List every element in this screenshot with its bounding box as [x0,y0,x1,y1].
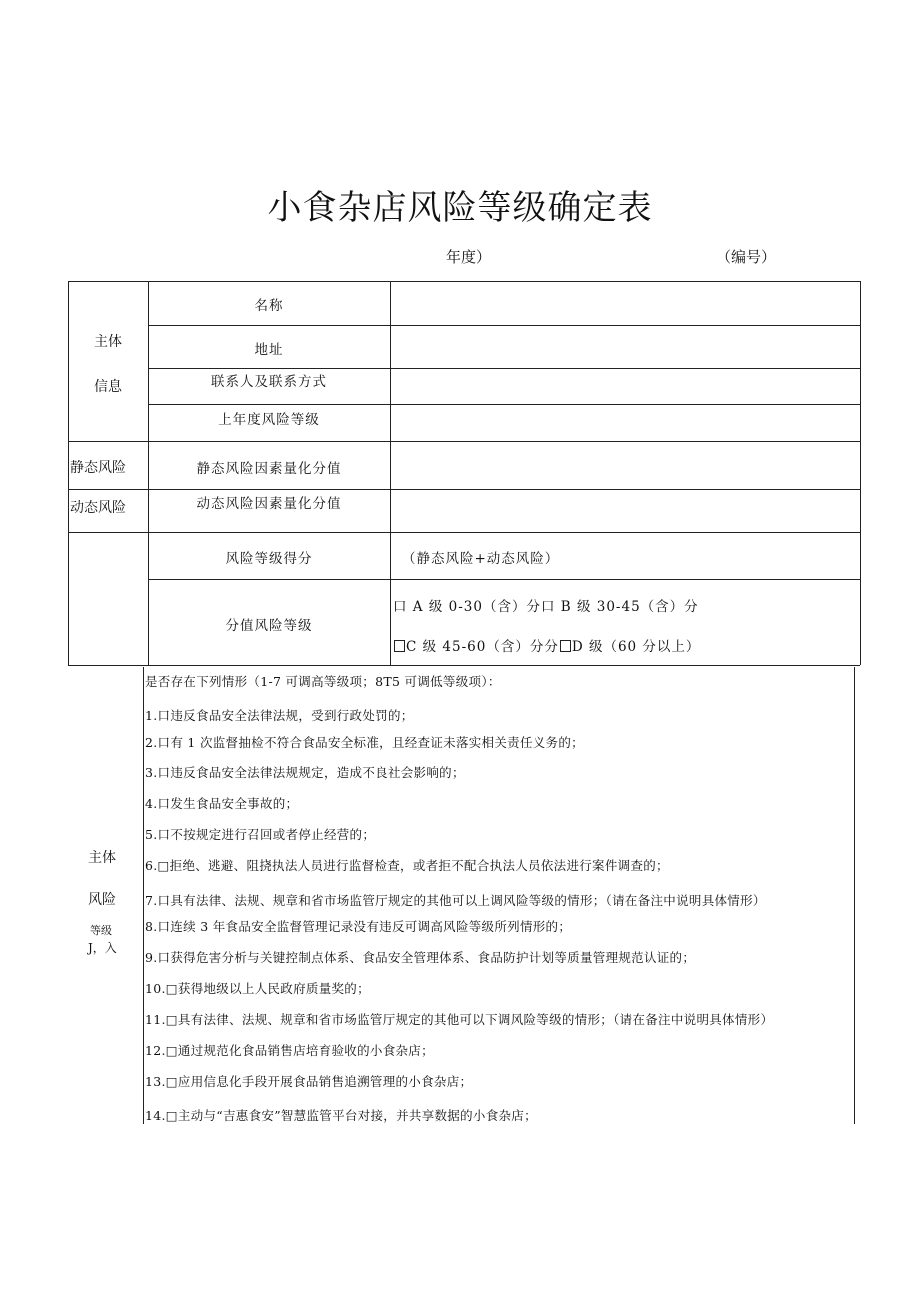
row-divider [148,368,860,369]
item-checkbox[interactable]: □ [165,1043,178,1058]
adjust-left-line [143,667,144,1124]
item-number: 12. [145,1043,166,1058]
item-number: 7. [145,893,158,908]
adjust-item-7[interactable] [145,891,766,909]
item-text: 获得地级以上人民政府质量奖的； [177,981,370,996]
item-text: 获得危害分析与关键控制点体系、食品安全管理体系、食品防护计划等质量管理规范认证的； [170,950,696,965]
table-border-left [68,281,69,665]
adjust-item-11[interactable] [145,1010,773,1028]
item-text: 不按规定进行召回或者停止经营的； [170,827,376,842]
item-text: 违反食品安全法律法规规定，造成不良社会影响的； [170,765,465,780]
adjust-item-13[interactable] [145,1072,472,1090]
item-checkbox[interactable]: □ [165,1108,178,1123]
last-year-level-label: 上年度风险等级 [218,412,320,428]
adjust-right-line [854,667,855,1124]
item-number: 1. [145,708,158,723]
name-label: 名称 [254,298,284,314]
item-checkbox[interactable]: 口 [157,765,171,780]
dynamic-risk-group-label: 动态风险 [70,500,126,516]
item-number: 5. [145,827,158,842]
number-label: （编号） [716,248,777,266]
row-divider [68,532,860,533]
level-option-d: D 级（60 分以上） [571,639,701,655]
item-checkbox[interactable]: 口 [157,950,171,965]
item-text: 主动与“吉惠食安”智慧监管平台对接，并共享数据的小食杂店； [177,1108,537,1123]
item-number: 2. [145,735,158,750]
row-divider [148,579,860,580]
contact-label: 联系人及联系方式 [211,374,327,390]
subject-info-label-2: 信息 [94,379,122,395]
item-number: 10. [145,981,166,996]
adjust-item-14[interactable] [145,1106,537,1124]
level-option-c: C 级 45-60（含）分 [406,639,545,655]
item-checkbox[interactable]: □ [165,1012,178,1027]
item-number: 13. [145,1074,166,1089]
adjust-side-label-4: J，入 [88,941,117,955]
checkbox-d[interactable] [560,640,571,652]
item-checkbox[interactable]: 口 [157,919,171,934]
subject-info-label-1: 主体 [94,334,122,350]
item-text: 拒绝、逃避、阻挠执法人员进行监督检查，或者拒不配合执法人员依法进行案件调查的； [169,858,669,873]
row-divider [148,325,860,326]
checkbox-c[interactable] [394,640,405,652]
static-risk-group-label: 静态风险 [70,460,126,476]
column-divider [390,281,391,665]
adjust-item-3[interactable] [145,763,465,781]
page-title: 小食杂店风险等级确定表 [267,188,653,228]
table-border-top [68,281,860,282]
item-checkbox[interactable]: 口 [157,735,171,750]
year-label: 年度） [446,248,492,266]
item-checkbox[interactable]: □ [165,1074,178,1089]
item-number: 14. [145,1108,166,1123]
dynamic-risk-label: 动态风险因素量化分值 [196,496,342,512]
item-number: 8. [145,919,158,934]
adjust-side-label-3: 等级 [90,924,112,937]
adjust-item-6[interactable] [145,856,669,874]
adjust-item-4[interactable] [145,794,298,812]
adjust-item-5[interactable] [145,825,375,843]
adjust-item-1[interactable] [145,706,414,724]
item-text: 违反食品安全法律法规，受到行政处罚的； [170,708,414,723]
item-number: 11. [145,1012,166,1027]
static-risk-label: 静态风险因素量化分值 [196,461,342,477]
adjust-side-label-2: 风险 [88,892,116,908]
item-number: 4. [145,796,158,811]
item-text: 连续 3 年食品安全监督管理记录没有违反可调高风险等级所列情形的； [170,919,572,934]
adjust-item-9[interactable] [145,948,695,966]
adjust-item-2[interactable] [145,733,584,751]
item-number: 6. [145,858,158,873]
item-checkbox[interactable]: □ [165,981,178,996]
adjust-item-12[interactable] [145,1041,434,1059]
item-text: 应用信息化手段开展食品销售追溯管理的小食杂店； [177,1074,473,1089]
item-text: 具有法律、法规、规章和省市场监管厅规定的其他可以下调风险等级的情形；（请在备注中说明具体情形） [177,1012,774,1027]
item-checkbox[interactable]: 口 [157,708,171,723]
item-text: 有 1 次监督抽检不符合食品安全标准，且经查证未落实相关责任义务的； [170,735,584,750]
level-option-cd[interactable]: C 级 45-60（含）分分 D 级（60 分以上） [393,635,700,655]
item-number: 3. [145,765,158,780]
level-label: 分值风险等级 [225,618,313,634]
item-text: 具有法律、法规、规章和省市场监管厅规定的其他可以上调风险等级的情形；（请在备注中说明具体情形） [170,893,766,908]
item-checkbox[interactable]: 口 [157,827,171,842]
table-border-bottom [68,665,860,666]
adjust-side-label-1: 主体 [88,850,116,866]
item-text: 通过规范化食品销售店培育验收的小食杂店； [177,1043,434,1058]
adjust-item-8[interactable] [145,917,571,935]
adjust-intro: 是否存在下列情形（1-7 可调高等级项；8T5 可调低等级项）： [145,674,501,689]
row-divider [68,441,860,442]
address-label: 地址 [254,342,284,358]
adjust-item-10[interactable] [145,979,370,997]
row-divider [68,489,860,490]
item-checkbox[interactable]: 口 [157,796,171,811]
item-number: 9. [145,950,158,965]
level-option-ab[interactable]: 口 A 级 0-30（含）分口 B 级 30-45（含）分 [393,599,699,615]
item-text: 发生食品安全事故的； [170,796,299,811]
table-border-right [860,281,861,665]
item-checkbox[interactable]: 口 [157,893,171,908]
score-label: 风险等级得分 [225,551,313,567]
score-value: （静态风险+动态风险） [402,551,560,567]
item-checkbox[interactable]: □ [157,858,170,873]
row-divider [148,404,860,405]
